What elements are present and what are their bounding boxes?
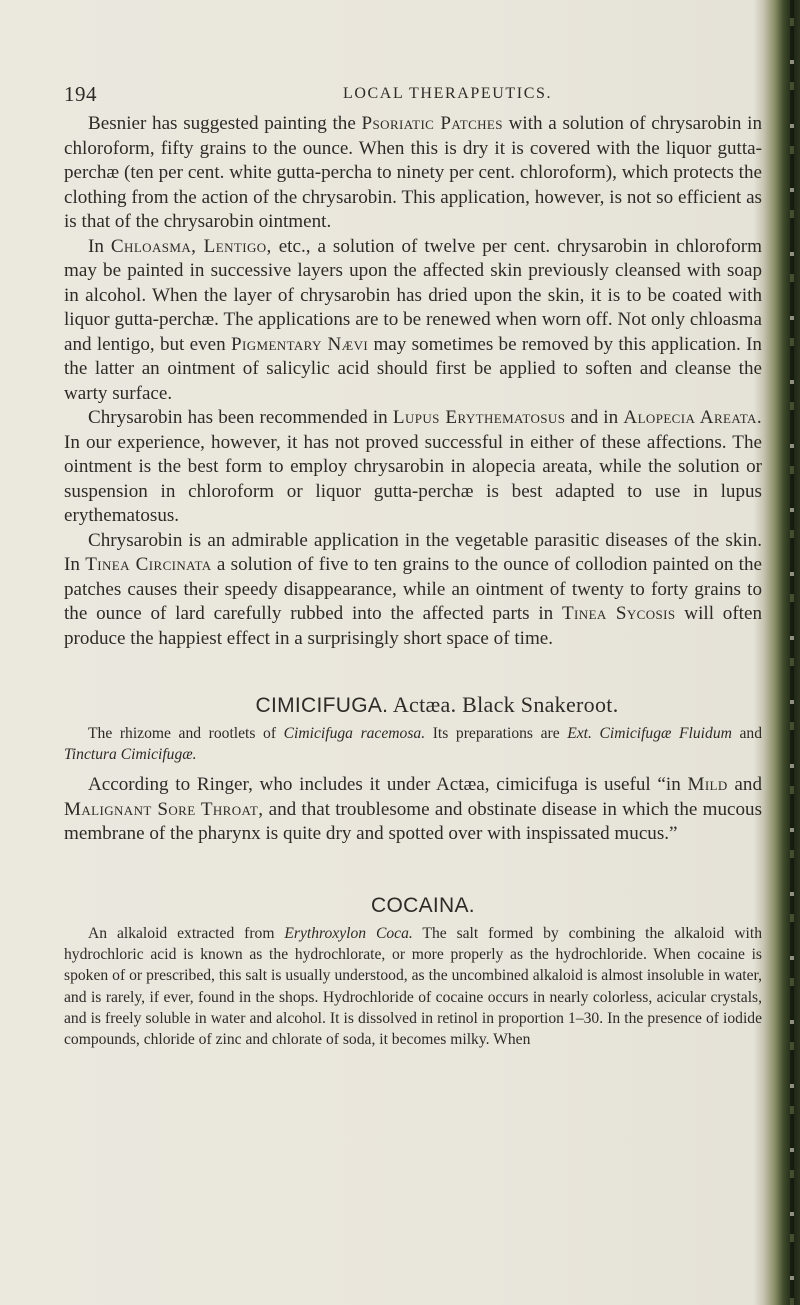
text-run: The rhizome and rootlets of bbox=[88, 725, 284, 742]
text-run: The salt formed by combining the alkaloid with hydrochloric acid is known as the hydrochlorate, or more properly as the hydrochloride. When cocaine is spoken of or prescribed, this salt is usually understood, as the uncombined alkaloid is almost insoluble in water, and is rarely, if ever, found in the shops. Hydrochloride of cocaine occurs in nearly colorless, acicular crystals, and is freely soluble in water and alcohol. It is dissolved in retinol in proportion 1–30. In the presence of iodide compounds, chloride of zinc and chlorate of soda, it becomes milky. When bbox=[64, 924, 762, 1048]
heading-synonyms: Actæa. Black Snakeroot. bbox=[388, 692, 619, 717]
text-run: In bbox=[88, 235, 111, 257]
paragraph-tinea bbox=[64, 529, 762, 652]
section-heading-cocaina bbox=[64, 892, 762, 918]
cimicifuga-description bbox=[64, 723, 762, 765]
text-run: and bbox=[727, 774, 762, 796]
paragraph-lupus-alopecia bbox=[64, 406, 762, 529]
text-run: and that troublesome and obstinate disease in which the mucous membrane of the pharynx is quite dry and spotted over with inspissated mucus.” bbox=[64, 798, 762, 845]
paragraph-psoriatic-patches bbox=[64, 112, 762, 235]
paragraph-cimicifuga-ringer bbox=[64, 773, 762, 847]
italic-term: Tinctura Cimicifugæ. bbox=[64, 746, 197, 764]
small-caps-term: Pigmentary Nævi bbox=[230, 333, 369, 355]
small-caps-term: Alopecia Areata. bbox=[623, 407, 763, 428]
small-caps-term: Lupus Erythematosus bbox=[392, 407, 566, 428]
running-head: LOCAL THERAPEUTICS. bbox=[343, 85, 553, 102]
small-caps-term: Chloasma, Lentigo, bbox=[110, 235, 272, 257]
paragraph-chloasma-lentigo bbox=[64, 235, 762, 407]
small-caps-term: Tinea Circinata bbox=[85, 554, 212, 575]
text-run: According to Ringer, who includes it under Actæa, cimicifuga is useful “in bbox=[88, 774, 688, 796]
italic-term: Erythroxylon Coca. bbox=[284, 924, 413, 942]
text-run: Chrysarobin is an admirable application in the vegetable parasitic diseases of the skin. In bbox=[64, 529, 762, 575]
text-run: and bbox=[731, 725, 762, 742]
heading-title: COCAINA. bbox=[371, 893, 475, 917]
text-run: will often produce the happiest effect in a surprisingly short space of time. bbox=[64, 603, 763, 649]
text-run: Chrysarobin has been recommended in bbox=[88, 407, 393, 428]
small-caps-term: Psoriatic Patches bbox=[361, 113, 503, 134]
page-body bbox=[64, 112, 762, 1050]
text-run: Its preparations are bbox=[425, 725, 568, 742]
page-header bbox=[0, 82, 800, 108]
heading-title: CIMICIFUGA. bbox=[255, 694, 389, 717]
text-run: etc., a solution of twelve per cent. chrysarobin in chloroform may be painted in successive layers upon the affected skin previously cleansed with soap in alcohol. When the layer of chrysarobin has dried upon the skin, it is to be coated with liquor gutta-perchæ. The applications are to be renewed when worn off. Not only chloasma and lentigo, but even bbox=[64, 235, 763, 355]
text-run: and in bbox=[565, 407, 624, 428]
text-run: Besnier has suggested painting the bbox=[88, 113, 362, 134]
page-number: 194 bbox=[64, 82, 97, 106]
text-run: with a solution of chrysarobin in chloroform, fifty grains to the ounce. When this is dry it is covered with the liquor gutta-perchæ (ten per cent. white gutta-percha to ninety per cent. chloroform), which protects the clothing from the action of the chrysarobin. This application, however, is not so efficient as is that of the chrysarobin ointment. bbox=[64, 113, 762, 232]
text-run: may sometimes be removed by this application. In the latter an ointment of salicylic acid should first be applied to soften and cleanse the warty surface. bbox=[64, 333, 762, 404]
italic-term: Cimicifuga racemosa. bbox=[283, 725, 426, 742]
small-caps-term: Mild bbox=[687, 774, 728, 796]
text-run: An alkaloid extracted from bbox=[88, 924, 285, 942]
cocaina-description bbox=[64, 923, 762, 1050]
italic-term: Ext. Cimicifugæ Fluidum bbox=[567, 725, 732, 742]
small-caps-term: Malignant Sore Throat, bbox=[64, 798, 264, 820]
text-run: a solution of five to ten grains to the ounce of collodion painted on the patches causes their speedy disappearance, while an ointment of twenty to forty grains to the ounce of lard carefully rubbed into the affected parts in bbox=[64, 554, 762, 624]
section-heading-cimicifuga bbox=[64, 692, 762, 718]
small-caps-term: Tinea Sycosis bbox=[561, 603, 676, 624]
text-run: In our experience, however, it has not proved successful in either of these affections. The ointment is the best form to employ chrysarobin in alopecia areata, while the solution or suspension in chloroform or liquor gutta-perchæ is best adapted to use in lupus erythematosus. bbox=[64, 431, 762, 526]
